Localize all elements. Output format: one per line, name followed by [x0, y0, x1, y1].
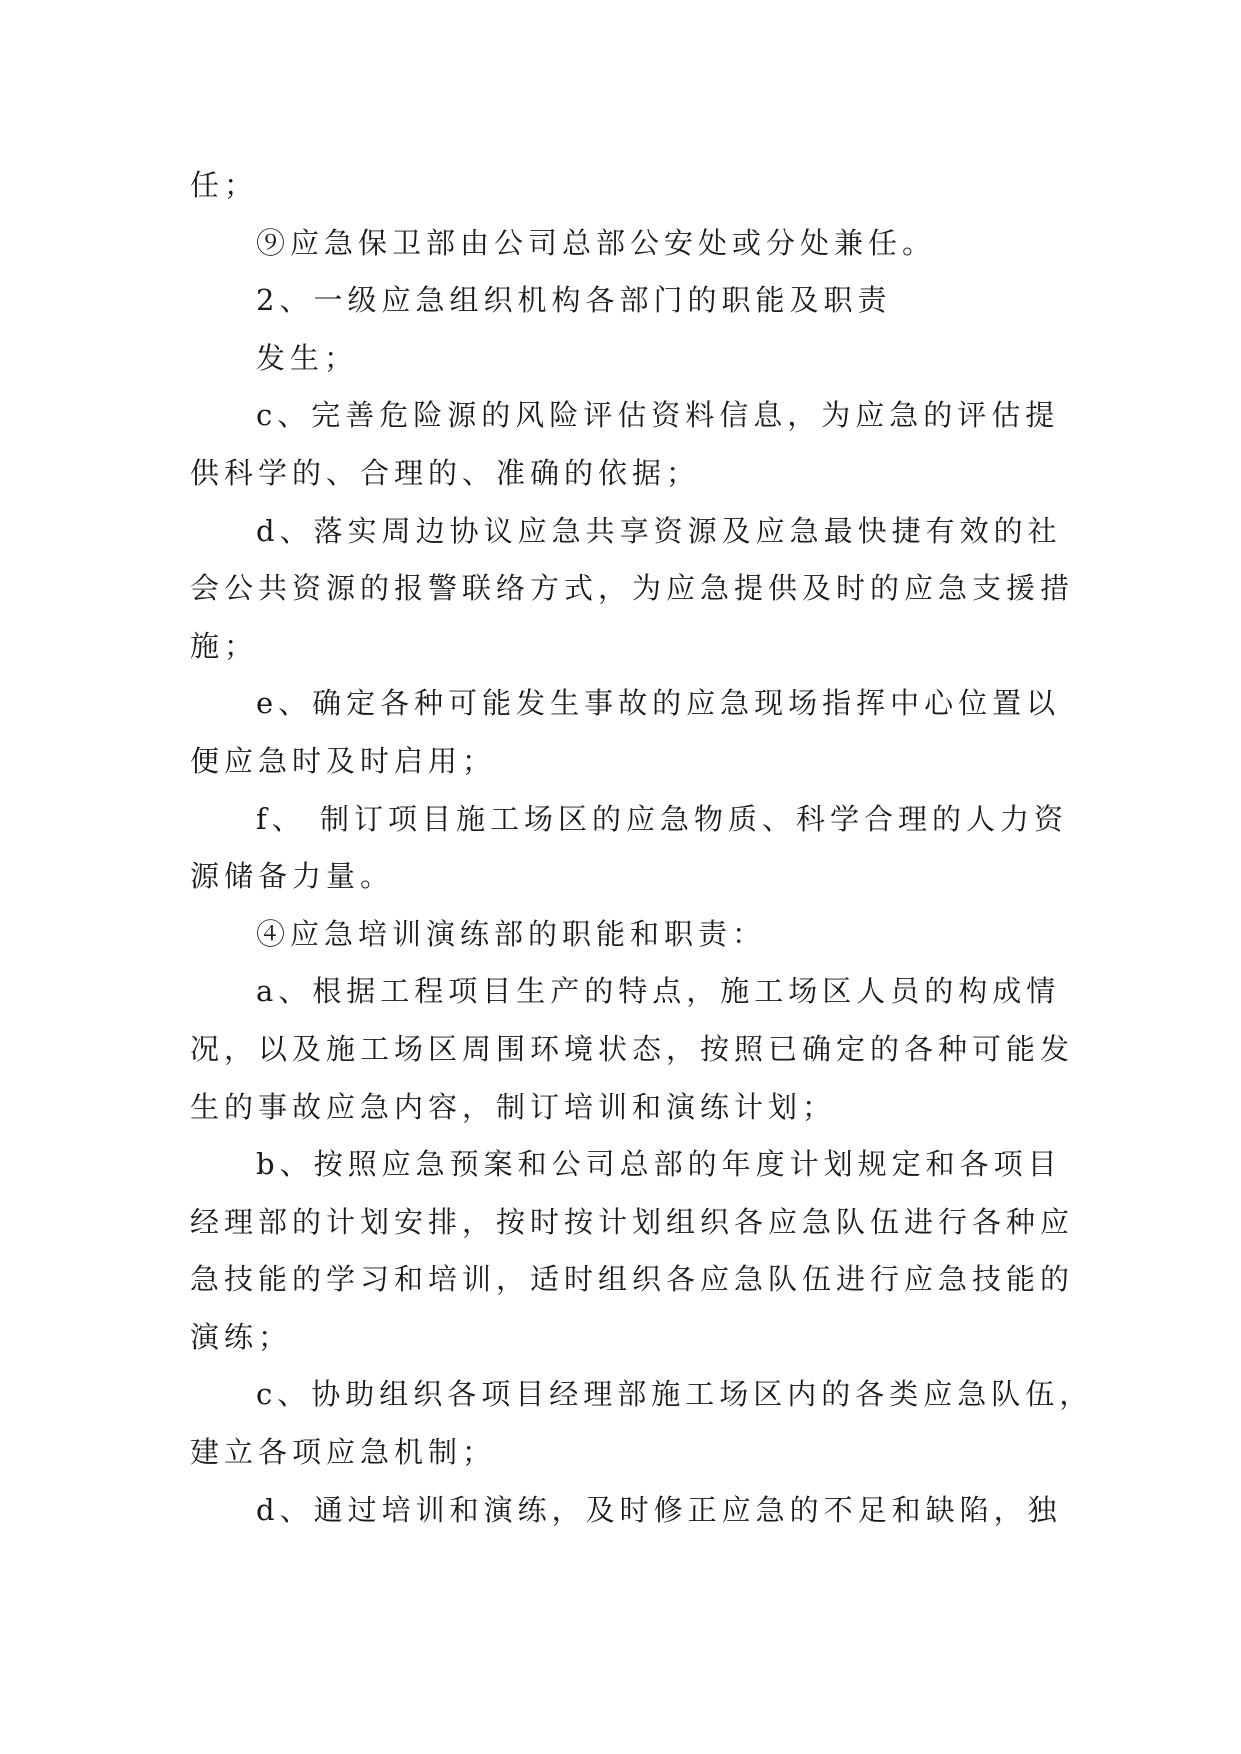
text-line: 会公共资源的报警联络方式，为应急提供及时的应急支援措	[190, 571, 1075, 606]
section-heading: 2、一级应急组织机构各部门的职能及职责	[256, 283, 892, 318]
text-line: 生的事故应急内容，制订培训和演练计划；	[190, 1089, 837, 1124]
document-body	[190, 157, 1094, 1539]
text-line: 急技能的学习和培训，适时组织各应急队伍进行应急技能的	[190, 1262, 1075, 1297]
text-line: f、 制订项目施工场区的应急物质、科学合理的人力资	[256, 801, 1068, 836]
text-line: ⑨应急保卫部由公司总部公安处或分处兼任。	[256, 225, 937, 260]
text-line: 经理部的计划安排，按时按计划组织各应急队伍进行各种应	[190, 1204, 1075, 1239]
text-line: e、确定各种可能发生事故的应急现场指挥中心位置以	[256, 686, 1061, 721]
text-line: c、协助组织各项目经理部施工场区内的各类应急队伍，	[256, 1377, 1094, 1412]
text-line: d、通过培训和演练，及时修正应急的不足和缺陷，独	[256, 1492, 1062, 1527]
text-line: d、落实周边协议应急共享资源及应急最快捷有效的社	[256, 513, 1062, 548]
text-line: 建立各项应急机制；	[190, 1435, 497, 1470]
subsection-heading: ④应急培训演练部的职能和职责：	[256, 916, 767, 951]
text-line: c、完善危险源的风险评估资料信息，为应急的评估提	[256, 398, 1060, 433]
text-line: 供科学的、合理的、准确的依据；	[190, 455, 701, 490]
text-line: 发生；	[256, 340, 359, 375]
text-line: 源储备力量。	[190, 859, 395, 894]
text-line: 施；	[190, 628, 259, 663]
text-line: 况，以及施工场区周围环境状态，按照已确定的各种可能发	[190, 1031, 1075, 1066]
text-line: b、按照应急预案和公司总部的年度计划规定和各项目	[256, 1147, 1062, 1182]
text-line: 演练；	[190, 1319, 293, 1354]
text-line: 便应急时及时启用；	[190, 743, 497, 778]
text-line: a、根据工程项目生产的特点，施工场区人员的构成情	[256, 974, 1061, 1009]
text-line: 任；	[190, 168, 259, 202]
